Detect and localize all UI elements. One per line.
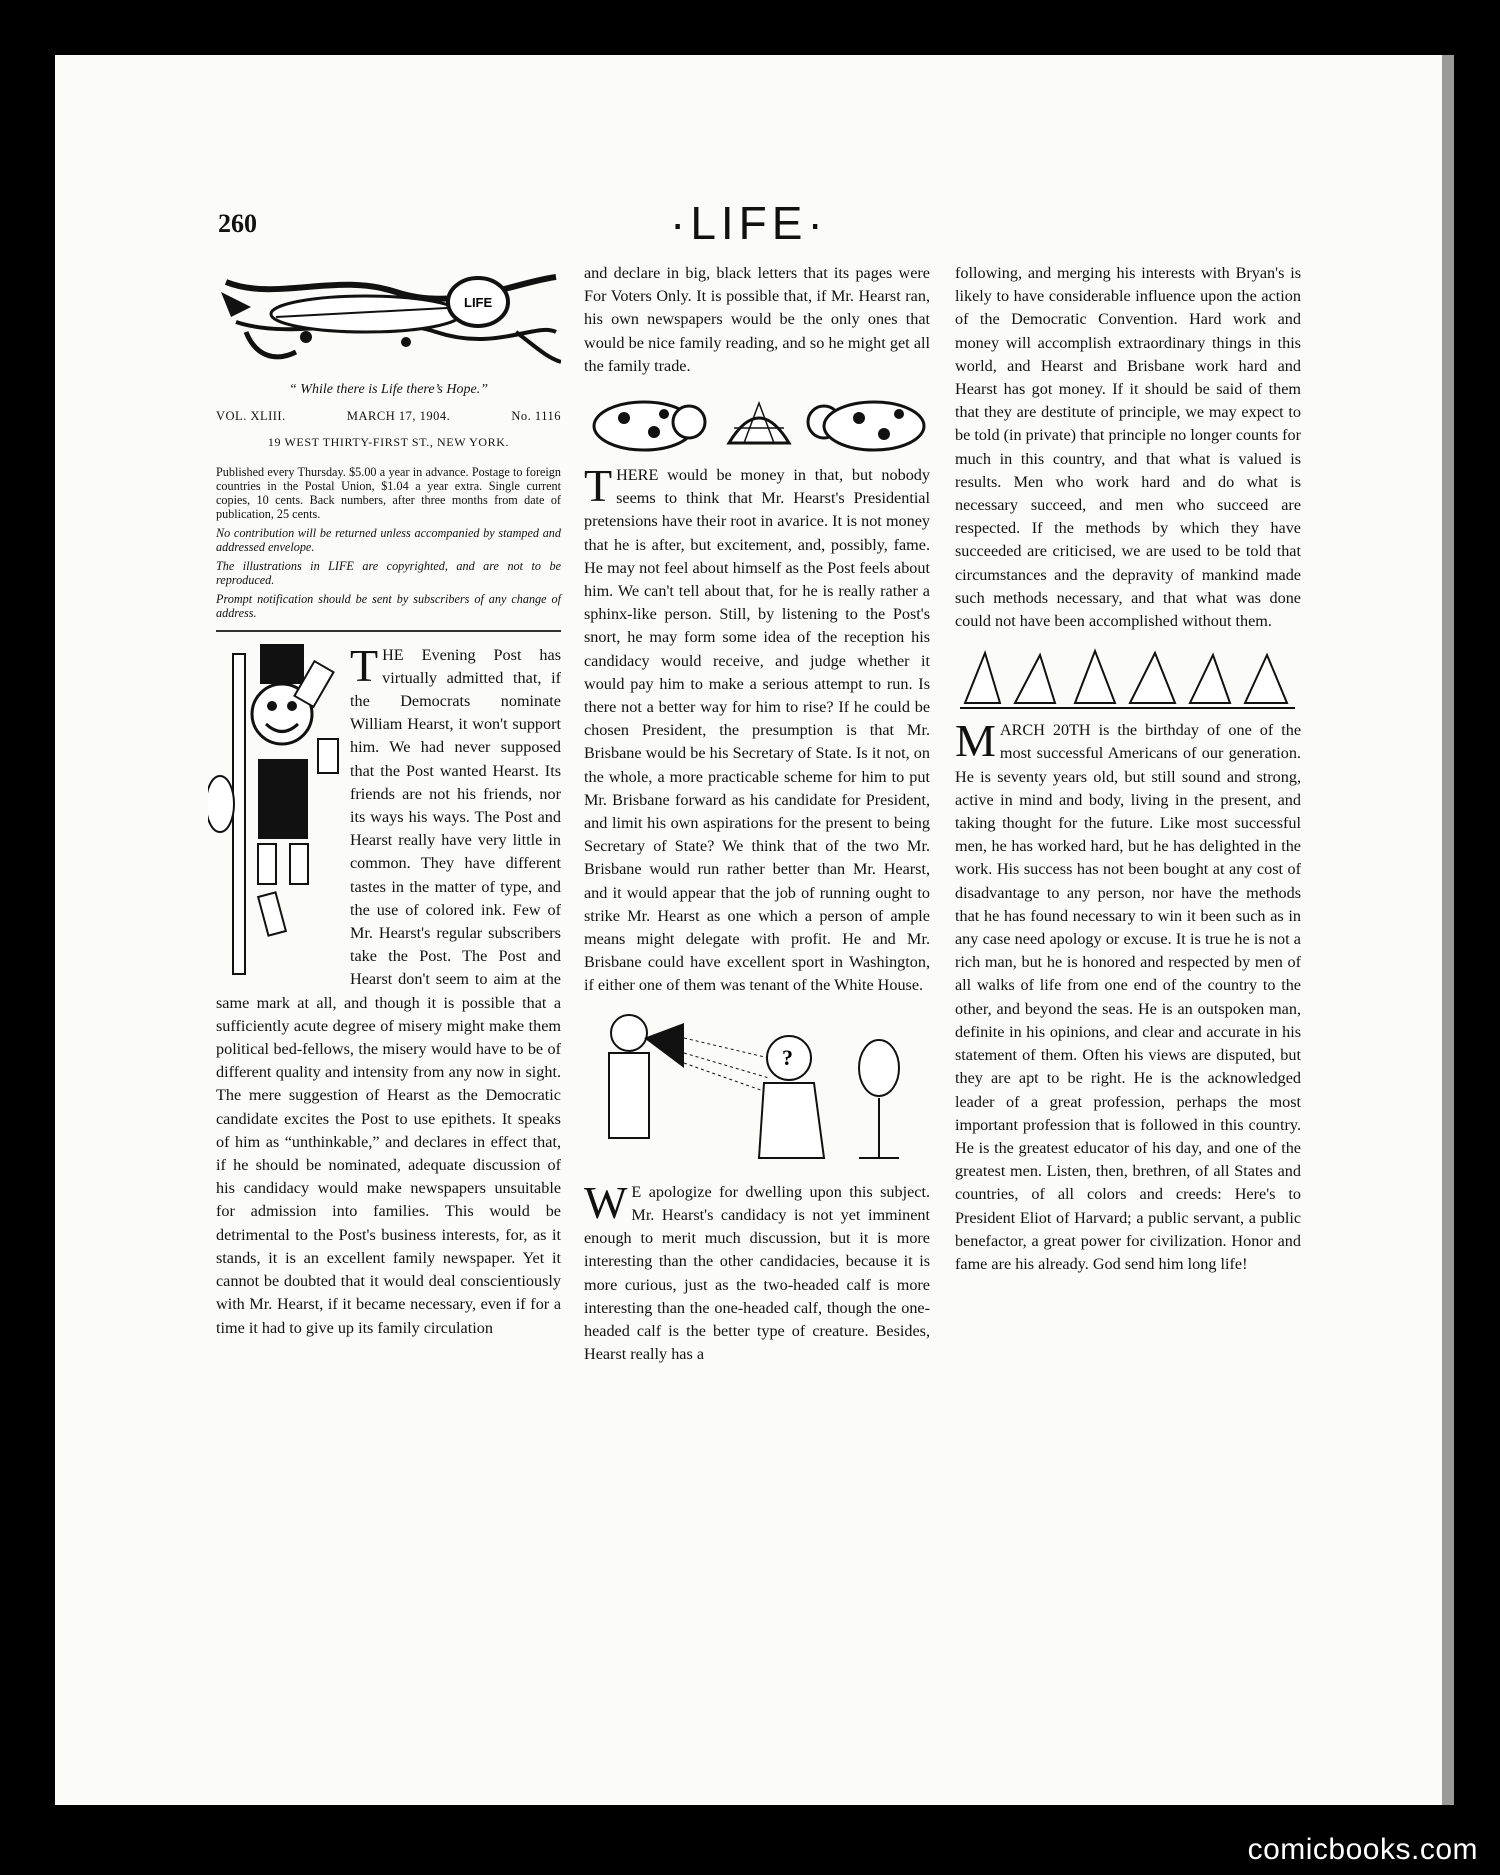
dropcap-t-2: T xyxy=(584,460,613,512)
volume-number: VOL. XLIII. xyxy=(216,409,286,424)
issue-number: No. 1116 xyxy=(511,409,561,424)
article-bryan: following, and merging his interests with Bryan's is likely to have considerable influence upon the action of the Democratic Convention. Hard work and money will accomplish extraordinary things in this world, and Hearst and Brisbane work hard and Hearst has got money. If it should be said of them that they are destitute of principle, we may expect to be told (in private) that principle no longer counts for much in this country, and that what is valued is results. Men who work hard and do what is necessary succeed, and men who succeed are respected. If the methods by which they have succeeded are criticised, we are used to be told that circumstances and the depravity of mankind made such methods necessary, and that what was done could not have been accomplished without them. xyxy=(955,264,1301,631)
dropcap-w: W xyxy=(584,1176,628,1228)
dropcap-t: T xyxy=(350,639,379,691)
megaphone-illustration xyxy=(584,1008,930,1173)
issue-date: MARCH 17, 1904. xyxy=(346,409,451,424)
masthead-title: ·LIFE· xyxy=(670,197,828,249)
clapping-hands-illustration xyxy=(955,643,1301,713)
banner-life-label: LIFE xyxy=(464,295,493,310)
page-edge xyxy=(1442,55,1454,1805)
puppet-illustration xyxy=(208,644,346,989)
address-change-notice: Prompt notification should be sent by subscribers of any change of address. xyxy=(216,591,561,620)
article-money: HERE would be money in that, but nobody seems to think that Mr. Hearst's Presidential pretensions have their root in avarice. It is not money that he is after, but excitement, and, possibly, fame. He may not feel about himself as the Post feels about him. We can't tell about that, for he is really rather a sphinx-like person. Still, by listening to the Post's snort, he may form some idea of the reception his candidacy would receive, and judge whether it would pay him to make a serious attempt to run. Is there not a better way for him to rise? If he could be chosen President, the presumption is that Mr. Brisbane would be his Secretary of State. Is it not, on the whole, a more practicable scheme for him to put Mr. Brisbane forward as his candidate for President, and limit his own aspirations for the present to being Secretary of State? We think that of the two Mr. Brisbane would run rather better than Mr. Hearst, and it would appear that the job of running ought to strike Mr. Hearst as one which a person of ample means might delegate with profit. He and Mr. Brisbane could have excellent sport in Washington, if either one of them was tenant of the White House. xyxy=(584,466,930,995)
publisher-address: 19 WEST THIRTY-FIRST ST., NEW YORK. xyxy=(267,435,510,450)
copyright-notice: The illustrations in LIFE are copyrighted, and are not to be reproduced. xyxy=(216,558,561,587)
volume-line xyxy=(216,405,561,428)
column-1 xyxy=(216,262,561,1340)
article-apologize: E apologize for dwelling upon this subject. Mr. Hearst's candidacy is not yet imminent enough to merit much discussion, but it is more interesting than the other candidacies, because it is more curious, just as the two-headed calf is more interesting than the one-headed calf, though the one-headed calf is the better type of creature. Besides, Hearst really has a xyxy=(584,1182,930,1364)
section-divider xyxy=(216,630,561,632)
column-2 xyxy=(584,262,930,1366)
banner-illustration xyxy=(216,262,561,372)
cats-illustration xyxy=(584,388,930,458)
subscription-notice: Published every Thursday. $5.00 a year in advance. Postage to foreign countries in the Postal Union, $1.04 a year extra. Single current copies, 10 cents. Back numbers, after three months from date of publication, 25 cents. xyxy=(216,464,561,521)
page-number: 260 xyxy=(218,209,257,238)
article-continued: and declare in big, black letters that its pages were For Voters Only. It is possible that, if Mr. Hearst ran, his own newspapers would be the only ones that would be nice family reading, and so he might get all the family trade. xyxy=(584,264,930,375)
contribution-notice: No contribution will be returned unless accompanied by stamped and addressed envelope. xyxy=(216,525,561,554)
article-evening-post: HE Evening Post has virtually admitted that, if the Democrats nominate William Hearst, it won't support him. We had never supposed that the Post wanted Hearst. Its friends are not his friends, nor its ways his ways. The Post and Hearst really have very little in common. They have different tastes in the matter of type, and the use of colored ink. Few of Mr. Hearst's regular subscribers take the Post. The Post and Hearst don't seem to aim at the same mark at all, and though it is possible that a sufficiently acute degree of misery might make them political bed-fellows, the misery would have to be of different quality and intensity from any now in sight. The mere suggestion of Hearst as the Democratic candidate excites the Post to use epithets. It speaks of him as “unthinkable,” and declares in effect that, if he should be nominated, adequate discussion of his candidacy would make newspapers unsuitable for admission into families. This would be detrimental to the Post's business interests, for, as it stands, it is an excellent family newspaper. Yet it cannot be doubted that it would deal conscientiously with Mr. Hearst, if it became necessary, even if for a time it had to give up its family circulation xyxy=(216,645,561,1337)
dropcap-m: M xyxy=(955,715,996,767)
article-eliot: ARCH 20TH is the birthday of one of the most successful Americans of our generation. He is seventy years old, but still sound and strong, active in mind and body, living in the present, and taking thought for the future. Like most successful men, he has worked hard, but he has delighted in the work. His success has not been bought at any cost of disadvantage to any person, nor have the methods that he has found necessary to win it been such as in any case need apology or excuse. It is true he is not a rich man, but he is honored and respected by men of all walks of life from one end of the country to the other, and beyond the seas. He is an outspoken man, definite in his opinions, and clear and accurate in his statement of them. Often his views are disputed, but they are apt to be right. He is the acknowledged leader of a great profession, perhaps the most important profession that is followed in this country. He is the greatest educator of his day, and one of the greatest men. Listen, then, brethren, of all States and countries, of all colors and creeds: Here's to President Eliot of Harvard; a public servant, a public benefactor, a great power for civilization. Honor and fame are his already. God send him long life! xyxy=(955,721,1301,1273)
question-mark: ? xyxy=(782,1044,793,1070)
watermark: comicbooks.com xyxy=(1247,1833,1478,1866)
column-3 xyxy=(955,262,1301,1276)
motto: “ While there is Life there’s Hope.” xyxy=(289,382,488,397)
